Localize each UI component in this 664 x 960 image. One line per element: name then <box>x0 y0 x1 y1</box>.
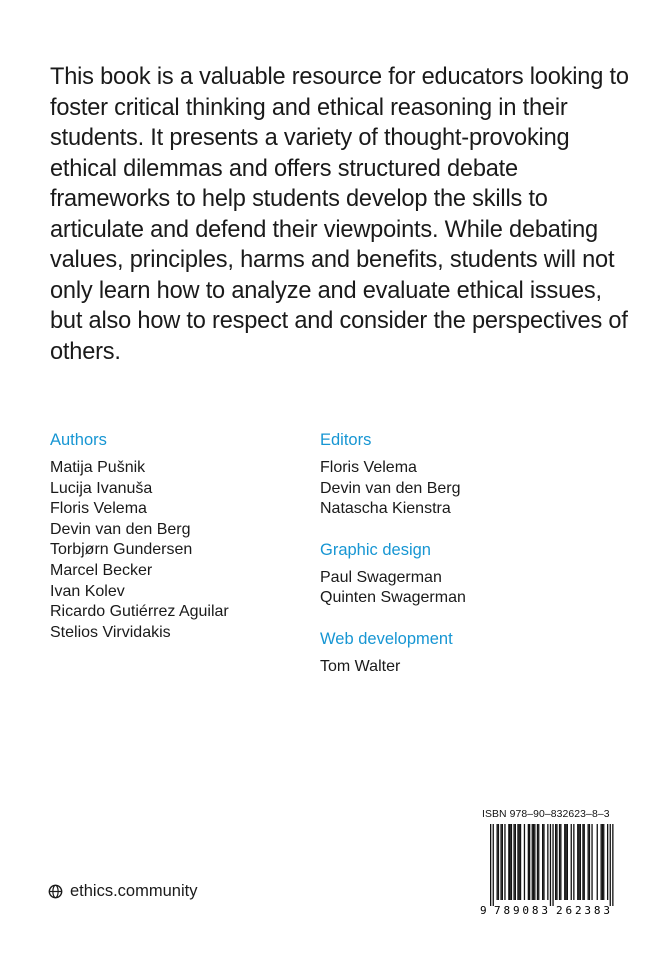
barcode-bar <box>497 824 498 900</box>
author-name: Stelios Virvidakis <box>50 623 171 641</box>
barcode-bar <box>537 824 538 900</box>
web-development-list <box>320 657 610 678</box>
website-link[interactable] <box>48 882 197 901</box>
barcode-bar <box>571 824 572 900</box>
web-development-heading: Web development <box>320 629 453 648</box>
barcode-bar <box>498 824 499 900</box>
barcode-bar <box>490 824 491 906</box>
barcode-bar <box>532 824 533 900</box>
editor-name: Devin van den Berg <box>320 479 461 497</box>
isbn-barcode-block <box>478 809 618 916</box>
barcode-digits-left: 789083 <box>494 904 548 916</box>
barcode-bar <box>578 824 579 900</box>
barcode-bar <box>567 824 568 900</box>
barcode-bar <box>588 824 589 900</box>
barcode-bar <box>515 824 516 900</box>
barcode-bar <box>511 824 512 900</box>
barcode-graphic <box>478 824 618 916</box>
barcode-bar <box>519 824 520 900</box>
authors-heading: Authors <box>50 431 107 449</box>
editors-section <box>320 430 610 520</box>
barcode-bar <box>556 824 557 900</box>
barcode-bar <box>582 824 583 900</box>
barcode-bar <box>610 824 611 906</box>
barcode-bar <box>602 824 603 900</box>
barcode-digit-lead: 9 <box>480 904 487 916</box>
barcode-bar <box>584 824 585 900</box>
author-name: Floris Velema <box>50 500 147 518</box>
globe-icon <box>48 884 63 899</box>
barcode-bar <box>565 824 566 900</box>
website-label: ethics.community <box>70 882 198 900</box>
barcode-bar <box>508 824 509 900</box>
barcode-bar <box>601 824 602 900</box>
designer-name: Quinten Swagerman <box>320 589 466 607</box>
barcode-bar <box>591 824 592 900</box>
barcode-bar <box>513 824 514 900</box>
barcode-bar <box>612 824 613 906</box>
web-development-section <box>320 629 610 678</box>
graphic-design-section <box>320 540 610 609</box>
author-name: Lucija Ivanuša <box>50 479 153 497</box>
barcode-bar <box>528 824 529 900</box>
barcode-bar <box>559 824 560 900</box>
editors-list <box>320 458 610 520</box>
barcode-bar <box>607 824 608 900</box>
barcode-bar <box>543 824 544 900</box>
author-name: Marcel Becker <box>50 561 153 579</box>
barcode-bar <box>533 824 534 900</box>
barcode-bar <box>510 824 511 900</box>
barcode-bar <box>493 824 494 906</box>
graphic-design-list <box>320 568 610 609</box>
barcode-bar <box>534 824 535 900</box>
authors-section <box>50 430 310 643</box>
author-name: Matija Pušnik <box>50 459 146 476</box>
barcode-digits-right: 262383 <box>556 904 610 916</box>
barcode-bar <box>560 824 561 900</box>
isbn-label: ISBN 978–90–832623–8–3 <box>482 809 610 820</box>
barcode-bar <box>564 824 565 900</box>
author-name: Ivan Kolev <box>50 582 125 600</box>
barcode-bar <box>597 824 598 900</box>
barcode-bar <box>500 824 501 900</box>
barcode-bar <box>517 824 518 900</box>
barcode-bar <box>520 824 521 900</box>
barcode-bar <box>552 824 553 906</box>
barcode-bar <box>603 824 604 900</box>
barcode-bar <box>538 824 539 900</box>
credits-left-column <box>50 430 310 663</box>
barcode-bar <box>504 824 505 900</box>
authors-list <box>50 458 310 643</box>
graphic-design-heading: Graphic design <box>320 540 431 559</box>
barcode-bar <box>502 824 503 900</box>
author-name: Ricardo Gutiérrez Aguilar <box>50 603 229 621</box>
barcode-bar <box>589 824 590 900</box>
barcode-bar <box>580 824 581 900</box>
barcode-bar <box>542 824 543 900</box>
author-name: Torbjørn Gundersen <box>50 541 193 559</box>
barcode-bar <box>524 824 525 900</box>
designer-name: Paul Swagerman <box>320 568 442 586</box>
barcode-bar <box>547 824 548 900</box>
developer-name: Tom Walter <box>320 657 401 675</box>
editor-name: Floris Velema <box>320 459 417 476</box>
back-cover-blurb: This book is a valuable resource for educators looking to foster critical thinking and ethical reasoning in their students. It presents a variety of thought-provoking ethical dilemmas and offers structured debate frameworks to help students develop the skills to articulate and defend their viewpoints. While debating values, principles, harms and benefits, students will not only learn how to analyze and evaluate ethical issues, but also how to respect and consider the perspectives of others. <box>50 64 629 365</box>
barcode-bar <box>555 824 556 900</box>
editors-heading: Editors <box>320 431 372 449</box>
credits-right-column <box>320 430 610 698</box>
barcode-bar <box>573 824 574 900</box>
editor-name: Natascha Kienstra <box>320 500 451 518</box>
barcode-bar <box>577 824 578 900</box>
barcode-bar <box>529 824 530 900</box>
author-name: Devin van den Berg <box>50 520 191 538</box>
barcode-bar <box>550 824 551 906</box>
